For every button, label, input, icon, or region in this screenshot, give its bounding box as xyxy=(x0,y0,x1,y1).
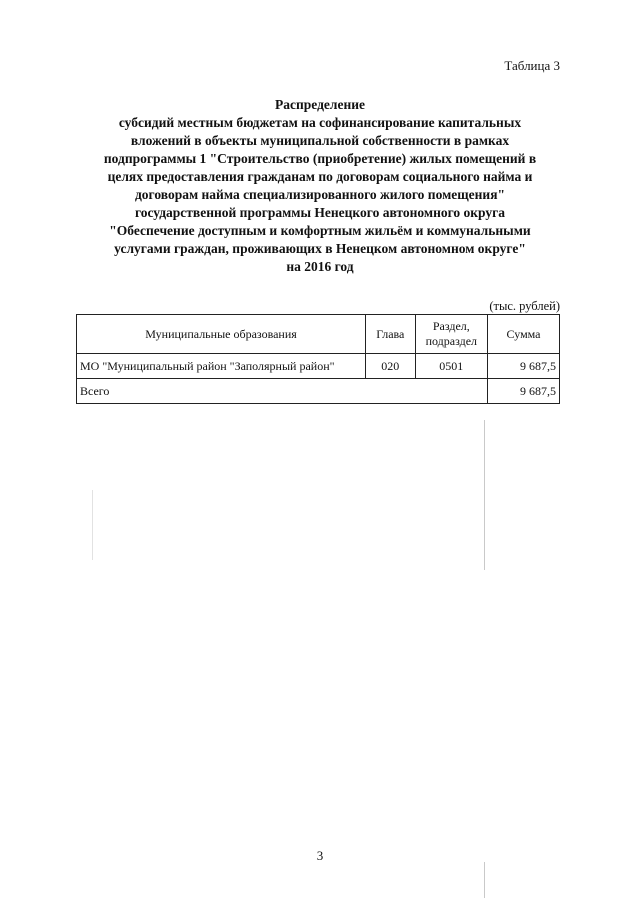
cell-glava: 020 xyxy=(366,354,416,379)
total-sum: 9 687,5 xyxy=(488,379,560,404)
title-line: государственной программы Ненецкого автономного округа xyxy=(134,205,506,220)
header-sum: Сумма xyxy=(488,315,560,354)
title-line: договорам найма специализированного жилого помещения" xyxy=(134,187,506,202)
table-header-row xyxy=(77,315,560,354)
title-line: субсидий местным бюджетам на софинансирование капитальных xyxy=(118,115,522,130)
document-title xyxy=(60,96,580,276)
title-line: "Обеспечение доступным и комфортным жильём и коммунальными xyxy=(109,223,531,238)
header-glava: Глава xyxy=(366,315,416,354)
cell-municipality: МО "Муниципальный район "Заполярный район" xyxy=(77,354,366,379)
total-label: Всего xyxy=(77,379,488,404)
title-line: подпрограммы 1 "Строительство (приобретение) жилых помещений в xyxy=(103,151,537,166)
scan-artifact xyxy=(92,490,93,560)
table-row xyxy=(77,354,560,379)
cell-sum: 9 687,5 xyxy=(488,354,560,379)
title-line: вложений в объекты муниципальной собственности в рамках xyxy=(130,133,510,148)
title-line: на 2016 год xyxy=(286,259,354,274)
subsidy-table xyxy=(76,314,560,404)
page-number: 3 xyxy=(316,848,324,863)
title-line: услугами граждан, проживающих в Ненецком автономном округе" xyxy=(114,241,526,256)
units-note: (тыс. рублей) xyxy=(489,299,560,313)
table-number-label: Таблица 3 xyxy=(504,58,560,73)
header-municipality: Муниципальные образования xyxy=(77,315,366,354)
header-razdel: Раздел, подраздел xyxy=(415,315,488,354)
scan-artifact xyxy=(484,420,485,570)
table-total-row xyxy=(77,379,560,404)
title-line: целях предоставления гражданам по договорам социального найма и xyxy=(107,169,533,184)
scan-artifact xyxy=(484,862,485,898)
cell-razdel: 0501 xyxy=(415,354,488,379)
title-line: Распределение xyxy=(274,97,366,112)
